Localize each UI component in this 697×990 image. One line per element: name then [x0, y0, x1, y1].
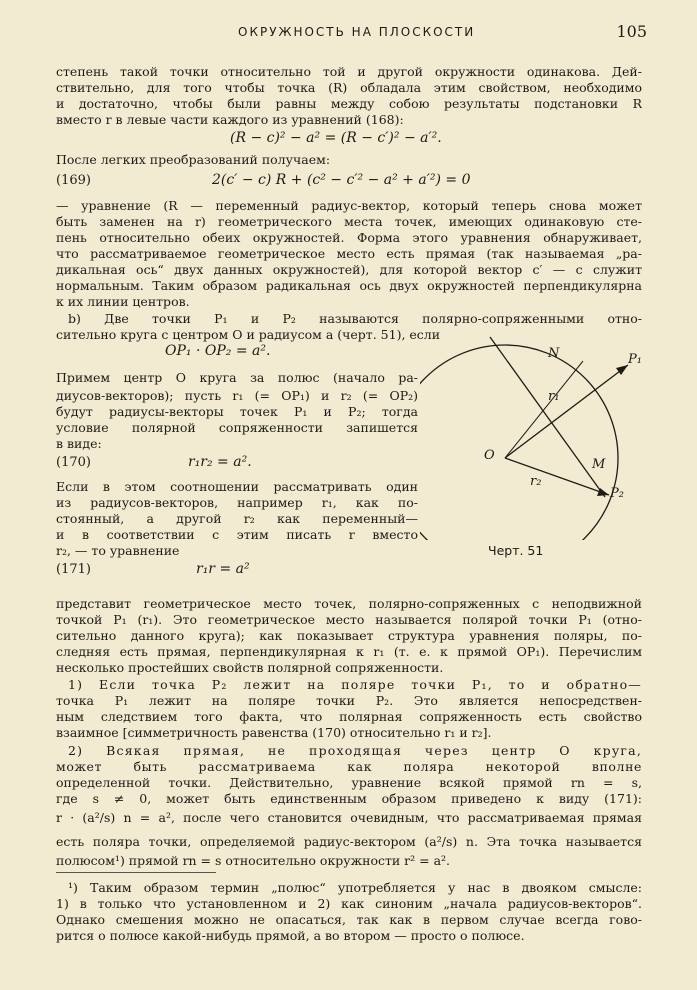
- running-header: [0, 22, 697, 42]
- equation-polar: OP₁ · OP₂ = a².: [165, 343, 271, 359]
- text-line: может быть рассматриваема как поляра некоторой вполне: [56, 759, 642, 774]
- text-line: из радиусов-векторов, например r₁, как по-: [56, 495, 418, 510]
- text-line: будут радиусы-векторы точек P₁ и P₂; тогда: [56, 404, 418, 419]
- text-line: дикальная ось“ двух данных окружностей), для которой вектор c′ — c служит: [56, 262, 642, 277]
- label-o: O: [484, 448, 495, 463]
- text-line: r · (a²/s) n = a², после чего становится очевидным, что рассматриваемая прямая: [56, 810, 642, 825]
- text-line: пень относительно обеих окружностей. Форма этого уравнения обнаруживает,: [56, 230, 642, 245]
- text-line: точка P₁ лежит на поляре точки P₂. Это является непосредствен-: [56, 693, 642, 708]
- text-line: сительно круга с центром O и радиусом a (черт. 51), если: [56, 327, 441, 342]
- text-line: Примем центр O круга за полюс (начало ра-: [56, 370, 418, 385]
- text-line: представит геометрическое место точек, полярно-сопряженных с неподвижной: [56, 596, 642, 611]
- footnote-line: 1) в только что установленном и 2) как синоним „начала радиусов-векторов“.: [56, 896, 642, 911]
- text-line: ствительно, для того чтобы точка (R) обладала этим свойством, необходимо: [56, 80, 642, 95]
- text-line: степень такой точки относительно той и другой окружности одинакова. Дей-: [56, 64, 642, 79]
- text-line: вместо r в левые части каждого из уравнений (168):: [56, 112, 404, 127]
- text-line: диусов-векторов); пусть r₁ (= OP₁) и r₂ (= OP₂): [56, 388, 418, 403]
- text-line: и достаточно, чтобы были равны между собою результаты подстановки R: [56, 96, 642, 111]
- label-r2: r₂: [530, 474, 542, 489]
- text-line: 2) Всякая прямая, не проходящая через центр O круга,: [68, 743, 642, 758]
- text-line: — уравнение (R — переменный радиус-вектор, который теперь снова может: [56, 198, 642, 213]
- text-line: 1) Если точка P₂ лежит на поляре точки P₁, то и обратно—: [68, 677, 642, 692]
- footnote-line: рится о полюсе какой-нибудь прямой, а во втором — просто о полюсе.: [56, 928, 525, 943]
- footnote-rule: [56, 872, 216, 873]
- text-line: сительно данного круга); как показывает структура уравнения поляры, по-: [56, 628, 642, 643]
- radius-to-n: [505, 361, 583, 458]
- text-line: нормальным. Таким образом радикальная ось двух окружностей перпендикулярна: [56, 278, 642, 293]
- equation-radical: (R − c)² − a² = (R − c′)² − a′².: [230, 130, 442, 146]
- equation-170: r₁r₂ = a².: [188, 454, 252, 470]
- equation-169: 2(c′ − c) R + (c² − c′² − a² + a′²) = 0: [212, 172, 471, 188]
- text-line: условие полярной сопряженности запишется: [56, 420, 418, 435]
- figure-51-diagram: [420, 335, 645, 540]
- label-p2: P₂: [610, 486, 624, 501]
- text-line: После легких преобразований получаем:: [56, 152, 331, 167]
- text-line: взаимное [симметричность равенства (170) относительно r₁ и r₂].: [56, 725, 492, 740]
- text-line: и в соответствии с этим писать r вместо: [56, 527, 418, 542]
- chapter-title: ОКРУЖНОСТЬ НА ПЛОСКОСТИ: [238, 25, 476, 39]
- page-number: 105: [616, 22, 647, 41]
- text-line: b) Две точки P₁ и P₂ называются полярно-сопряженными отно-: [68, 311, 642, 326]
- text-line: ным следствием того факта, что полярная сопряженность есть свойство: [56, 709, 642, 724]
- equation-169-label: (169): [56, 173, 91, 188]
- text-line: определенной точки. Действительно, уравнение всякой прямой rn = s,: [56, 775, 642, 790]
- equation-171: r₁r = a²: [196, 561, 250, 577]
- text-line: где s ≠ 0, может быть единственным образом приведено к виду (171):: [56, 791, 642, 806]
- label-n: N: [548, 346, 560, 361]
- text-line: несколько простейших свойств полярной сопряженности.: [56, 660, 444, 675]
- text-line: что рассматриваемое геометрическое место есть прямая (так называемая „ра-: [56, 246, 642, 261]
- text-line: есть поляра точки, определяемой радиус-вектором (a²/s) n. Эта точка называется: [56, 834, 642, 849]
- equation-170-label: (170): [56, 455, 91, 470]
- text-line: следняя есть прямая, перпендикулярная к r₁ (т. е. к прямой OP₁). Перечислим: [56, 644, 642, 659]
- text-line: к их линии центров.: [56, 294, 190, 309]
- text-line: r₂, — то уравнение: [56, 543, 180, 558]
- text-line: Если в этом соотношении рассматривать один: [56, 479, 418, 494]
- label-p1: P₁: [628, 352, 642, 367]
- label-r1: r₁: [548, 389, 560, 404]
- text-line: полюсом¹) прямой rn = s относительно окружности r² = a².: [56, 853, 451, 868]
- circle: [420, 345, 618, 540]
- footnote-line: ¹) Таким образом термин „полюс“ употребляется у нас в двояком смысле:: [68, 880, 642, 895]
- equation-171-label: (171): [56, 562, 91, 577]
- footnote-line: Однако смешения можно не опасаться, так как в первом случае всегда гово-: [56, 912, 642, 927]
- text-line: точкой P₁ (r₁). Это геометрическое место называется полярой точки P₁ (отно-: [56, 612, 642, 627]
- text-line: в виде:: [56, 436, 102, 451]
- text-line: быть заменен на r) геометрического места точек, имеющих одинаковую сте-: [56, 214, 642, 229]
- label-m: M: [592, 457, 606, 472]
- figure-caption: Черт. 51: [488, 543, 544, 558]
- text-line: стоянный, а другой r₂ как переменный—: [56, 511, 418, 526]
